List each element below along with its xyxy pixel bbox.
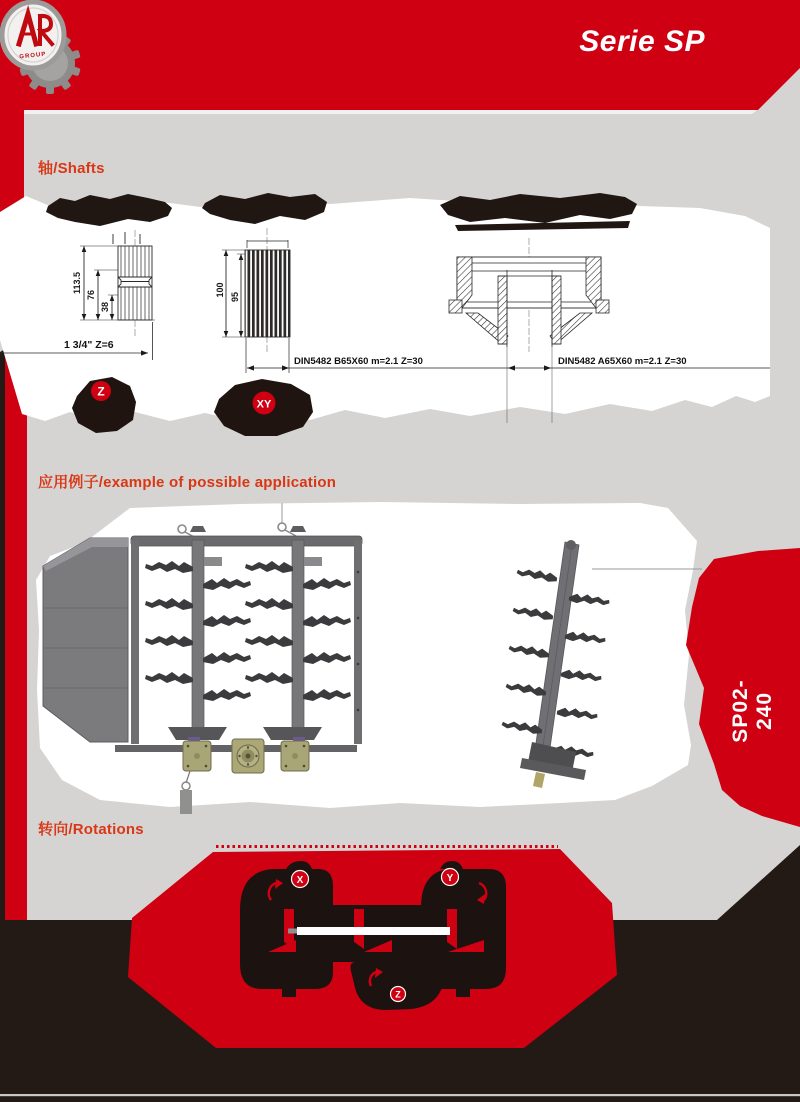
header-underline — [0, 110, 757, 114]
rotor-column-1 — [192, 540, 204, 738]
left-black-edge — [0, 349, 5, 920]
machine-top-bar — [131, 536, 362, 546]
section-label-shafts: 轴/Shafts — [38, 160, 105, 177]
dim-76: 76 — [86, 289, 96, 301]
redacted-label-3 — [440, 193, 637, 231]
dim-95: 95 — [230, 291, 240, 303]
rotor-column-2 — [292, 540, 304, 738]
gearbox-right — [281, 741, 309, 771]
machine-side-hood — [43, 538, 128, 742]
dim-113-5: 113.5 — [72, 271, 82, 295]
jack-stand — [180, 790, 192, 814]
machine-post-right — [354, 540, 362, 744]
dim-38: 38 — [100, 301, 110, 313]
caption-shaft-z: 1 3/4" Z=6 — [64, 339, 114, 351]
shaft-line — [297, 927, 450, 935]
page-title: Serie SP — [579, 25, 705, 58]
left-red-strip — [5, 338, 27, 920]
dim-100: 100 — [215, 282, 225, 298]
logo-group-label: GROUP — [19, 51, 47, 61]
machine-post-left — [131, 540, 139, 744]
gearbox-left — [183, 741, 211, 771]
badge-x-label: X — [296, 875, 304, 886]
footer-bottom-line — [0, 1094, 800, 1096]
badge-y-label: Y — [446, 873, 454, 884]
rotations-diagram — [128, 847, 617, 1049]
product-code: SP02-240 — [729, 679, 776, 743]
gearbox-center — [232, 739, 264, 773]
caption-shaft-xy: DIN5482 B65X60 m=2.1 Z=30 — [294, 356, 423, 367]
badge-z-label: Z — [395, 989, 401, 1000]
caption-hub: DIN5482 A65X60 m=2.1 Z=30 — [558, 356, 687, 367]
badge-xy-shaft-label: XY — [256, 398, 272, 411]
section-label-rotations: 转向/Rotations — [38, 821, 144, 838]
badge-z-shaft-label: Z — [97, 384, 105, 399]
section-label-applications: 应用例子/example of possible application — [38, 474, 337, 491]
